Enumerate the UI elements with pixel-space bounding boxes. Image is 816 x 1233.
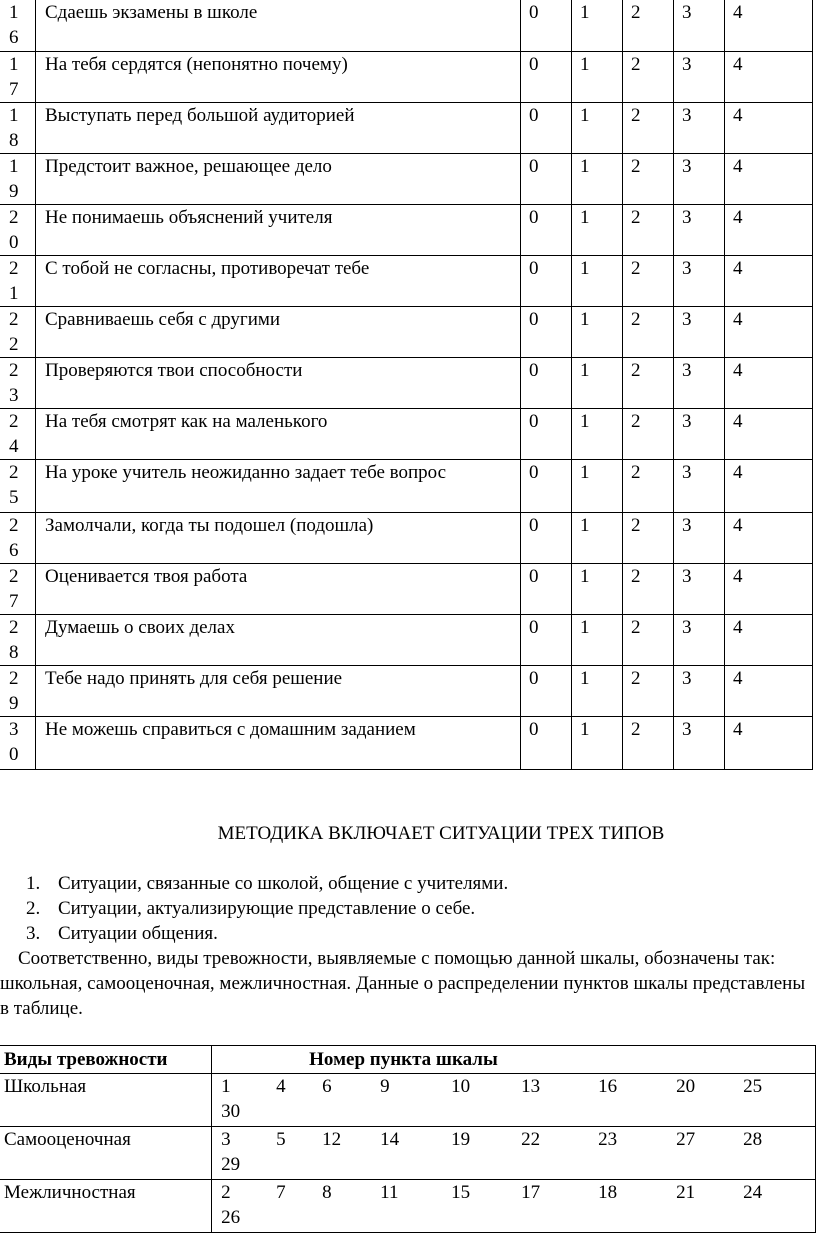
score-option: 3	[674, 408, 725, 459]
score-option: 3	[674, 716, 725, 769]
table-row	[0, 512, 813, 563]
score-option: 3	[674, 357, 725, 408]
item-number: 1	[221, 1076, 231, 1097]
table-row	[0, 1127, 816, 1180]
item-number: 4	[276, 1076, 286, 1097]
table-row	[0, 563, 813, 614]
item-number-cell	[0, 255, 36, 306]
score-option: 2	[623, 716, 674, 769]
item-number: 16	[9, 2, 19, 48]
item-number: 27	[9, 565, 19, 612]
anxiety-type: Межличностная	[0, 1180, 212, 1233]
score-option: 2	[623, 512, 674, 563]
item-number-cell	[0, 563, 36, 614]
item-number-cell	[0, 357, 36, 408]
item-number: 9	[380, 1076, 390, 1097]
item-text: Проверяются твои способности	[36, 357, 521, 408]
score-option: 4	[725, 306, 813, 357]
anxiety-type: Самооценочная	[0, 1127, 212, 1180]
distribution-description-paragraph: Соответственно, виды тревожности, выявляемые с помощью данной шкалы, обозначены так: школьная, самооценочная, межличностная. Данные о распределении пунктов шкалы представлены в таблице.	[0, 948, 806, 1019]
score-option: 2	[623, 153, 674, 204]
item-number: 15	[451, 1182, 471, 1203]
item-number-cell	[0, 512, 36, 563]
score-option: 0	[521, 255, 572, 306]
item-number: 20	[676, 1076, 696, 1097]
item-number: 28	[9, 616, 19, 663]
anxiety-type: Школьная	[0, 1074, 212, 1127]
table-row	[0, 102, 813, 153]
item-number: 17	[9, 53, 19, 100]
score-option: 3	[674, 51, 725, 102]
item-number-cell	[0, 204, 36, 255]
item-number: 21	[9, 257, 19, 304]
score-option: 1	[572, 255, 623, 306]
item-number: 29	[221, 1154, 241, 1175]
situation-type-item	[0, 921, 508, 946]
score-option: 0	[521, 204, 572, 255]
item-number: 29	[9, 667, 19, 714]
item-number: 8	[322, 1182, 332, 1203]
item-number: 25	[9, 461, 19, 508]
item-number-cell	[0, 306, 36, 357]
item-text: Сравниваешь себя с другими	[36, 306, 521, 357]
item-number: 16	[598, 1076, 618, 1097]
score-option: 1	[572, 665, 623, 716]
situation-types-list	[0, 871, 508, 946]
score-option: 1	[572, 512, 623, 563]
item-number-cell	[0, 665, 36, 716]
table-row	[0, 459, 813, 512]
item-text: Предстоит важное, решающее дело	[36, 153, 521, 204]
item-number-cell	[0, 459, 36, 512]
item-number: 19	[9, 155, 19, 202]
anxiety-distribution-table	[0, 1045, 816, 1233]
score-option: 2	[623, 614, 674, 665]
score-option: 4	[725, 614, 813, 665]
table-row	[0, 716, 813, 769]
score-option: 4	[725, 716, 813, 769]
item-number: 26	[221, 1207, 241, 1228]
item-number: 6	[322, 1076, 332, 1097]
situation-type-item	[0, 896, 508, 921]
item-text: На тебя сердятся (непонятно почему)	[36, 51, 521, 102]
table-row	[0, 408, 813, 459]
item-number: 30	[221, 1101, 241, 1122]
header-items-label: Номер пункта шкалы	[309, 1049, 498, 1070]
score-option: 2	[623, 563, 674, 614]
score-option: 1	[572, 102, 623, 153]
header-items-cell	[212, 1046, 816, 1074]
score-option: 3	[674, 153, 725, 204]
score-option: 4	[725, 563, 813, 614]
item-number: 21	[676, 1182, 696, 1203]
score-option: 1	[572, 459, 623, 512]
item-number: 27	[676, 1129, 696, 1150]
score-option: 0	[521, 0, 572, 51]
table-row	[0, 0, 813, 51]
item-numbers-cell	[212, 1180, 816, 1233]
header-type-cell: Виды тревожности	[0, 1046, 212, 1074]
score-option: 0	[521, 51, 572, 102]
item-number: 23	[9, 359, 19, 406]
method-heading: МЕТОДИКА ВКЛЮЧАЕТ СИТУАЦИИ ТРЕХ ТИПОВ	[217, 823, 665, 844]
list-marker: 3.	[26, 923, 41, 944]
score-option: 1	[572, 153, 623, 204]
score-option: 0	[521, 408, 572, 459]
item-number: 7	[276, 1182, 286, 1203]
list-marker: 2.	[26, 898, 41, 919]
item-number-cell	[0, 408, 36, 459]
item-text: Тебе надо принять для себя решение	[36, 665, 521, 716]
item-number: 28	[743, 1129, 763, 1150]
table-row	[0, 1180, 816, 1233]
item-number-cell	[0, 0, 36, 51]
situation-type-text: Ситуации общения.	[58, 923, 218, 944]
item-number: 24	[743, 1182, 763, 1203]
score-option: 2	[623, 408, 674, 459]
score-option: 4	[725, 102, 813, 153]
score-option: 0	[521, 512, 572, 563]
score-option: 2	[623, 51, 674, 102]
score-option: 4	[725, 153, 813, 204]
score-option: 0	[521, 665, 572, 716]
score-option: 1	[572, 408, 623, 459]
item-number: 22	[9, 308, 19, 355]
score-option: 2	[623, 306, 674, 357]
score-option: 0	[521, 357, 572, 408]
table-row	[0, 665, 813, 716]
list-marker: 1.	[26, 873, 41, 894]
score-option: 1	[572, 306, 623, 357]
score-option: 0	[521, 459, 572, 512]
table-row	[0, 51, 813, 102]
item-number-cell	[0, 153, 36, 204]
item-number: 24	[9, 410, 19, 457]
item-number-cell	[0, 102, 36, 153]
score-option: 2	[623, 665, 674, 716]
score-option: 3	[674, 204, 725, 255]
score-option: 2	[623, 0, 674, 51]
table-row	[0, 306, 813, 357]
table-row	[0, 153, 813, 204]
table-row	[0, 357, 813, 408]
item-text: Думаешь о своих делах	[36, 614, 521, 665]
table-row	[0, 255, 813, 306]
score-option: 0	[521, 563, 572, 614]
score-option: 2	[623, 255, 674, 306]
score-option: 1	[572, 357, 623, 408]
item-text: Оценивается твоя работа	[36, 563, 521, 614]
item-number: 17	[521, 1182, 541, 1203]
score-option: 4	[725, 51, 813, 102]
score-option: 4	[725, 204, 813, 255]
score-option: 3	[674, 614, 725, 665]
item-number: 26	[9, 514, 19, 561]
item-number-cell	[0, 716, 36, 769]
distribution-rows	[0, 1074, 816, 1233]
item-number: 12	[322, 1129, 342, 1150]
score-option: 0	[521, 716, 572, 769]
item-number: 22	[521, 1129, 541, 1150]
item-number: 14	[380, 1129, 400, 1150]
score-option: 2	[623, 102, 674, 153]
score-option: 4	[725, 512, 813, 563]
score-option: 3	[674, 0, 725, 51]
item-number: 10	[451, 1076, 471, 1097]
score-option: 2	[623, 357, 674, 408]
item-number: 11	[380, 1182, 399, 1203]
score-option: 4	[725, 357, 813, 408]
score-option: 3	[674, 512, 725, 563]
item-number: 23	[598, 1129, 618, 1150]
score-option: 1	[572, 51, 623, 102]
table-row	[0, 614, 813, 665]
score-option: 1	[572, 0, 623, 51]
score-option: 1	[572, 716, 623, 769]
item-number-cell	[0, 51, 36, 102]
situation-type-text: Ситуации, актуализирующие представление о себе.	[58, 898, 476, 919]
table-row	[0, 1074, 816, 1127]
item-number: 19	[451, 1129, 471, 1150]
score-option: 2	[623, 204, 674, 255]
item-text: Выступать перед большой аудиторией	[36, 102, 521, 153]
item-number: 25	[743, 1076, 763, 1097]
situation-type-item	[0, 871, 508, 896]
score-option: 0	[521, 102, 572, 153]
item-number: 5	[276, 1129, 286, 1150]
item-number: 13	[521, 1076, 541, 1097]
item-numbers-cell	[212, 1074, 816, 1127]
distribution-header-row	[0, 1046, 816, 1074]
score-option: 3	[674, 306, 725, 357]
item-number: 18	[9, 104, 19, 151]
item-numbers-cell	[212, 1127, 816, 1180]
table-row	[0, 204, 813, 255]
score-option: 3	[674, 102, 725, 153]
item-number: 18	[598, 1182, 618, 1203]
score-option: 4	[725, 665, 813, 716]
score-option: 3	[674, 255, 725, 306]
score-option: 3	[674, 665, 725, 716]
item-number: 20	[9, 206, 19, 253]
score-option: 3	[674, 459, 725, 512]
item-text: На тебя смотрят как на маленького	[36, 408, 521, 459]
score-option: 0	[521, 306, 572, 357]
item-text: На уроке учитель неожиданно задает тебе вопрос	[36, 459, 521, 512]
score-option: 4	[725, 0, 813, 51]
item-text: Сдаешь экзамены в школе	[36, 0, 521, 51]
situation-type-text: Ситуации, связанные со школой, общение с учителями.	[58, 873, 509, 894]
item-text: Замолчали, когда ты подошел (подошла)	[36, 512, 521, 563]
item-number: 2	[221, 1182, 231, 1203]
item-number-cell	[0, 614, 36, 665]
item-number: 3	[221, 1129, 231, 1150]
score-option: 2	[623, 459, 674, 512]
item-text: С тобой не согласны, противоречат тебе	[36, 255, 521, 306]
score-option: 1	[572, 204, 623, 255]
score-option: 3	[674, 563, 725, 614]
score-option: 4	[725, 255, 813, 306]
score-option: 4	[725, 408, 813, 459]
score-option: 1	[572, 563, 623, 614]
score-option: 4	[725, 459, 813, 512]
score-option: 0	[521, 614, 572, 665]
item-text: Не понимаешь объяснений учителя	[36, 204, 521, 255]
item-number: 30	[9, 718, 19, 765]
score-option: 1	[572, 614, 623, 665]
item-text: Не можешь справиться с домашним заданием	[36, 716, 521, 769]
score-option: 0	[521, 153, 572, 204]
